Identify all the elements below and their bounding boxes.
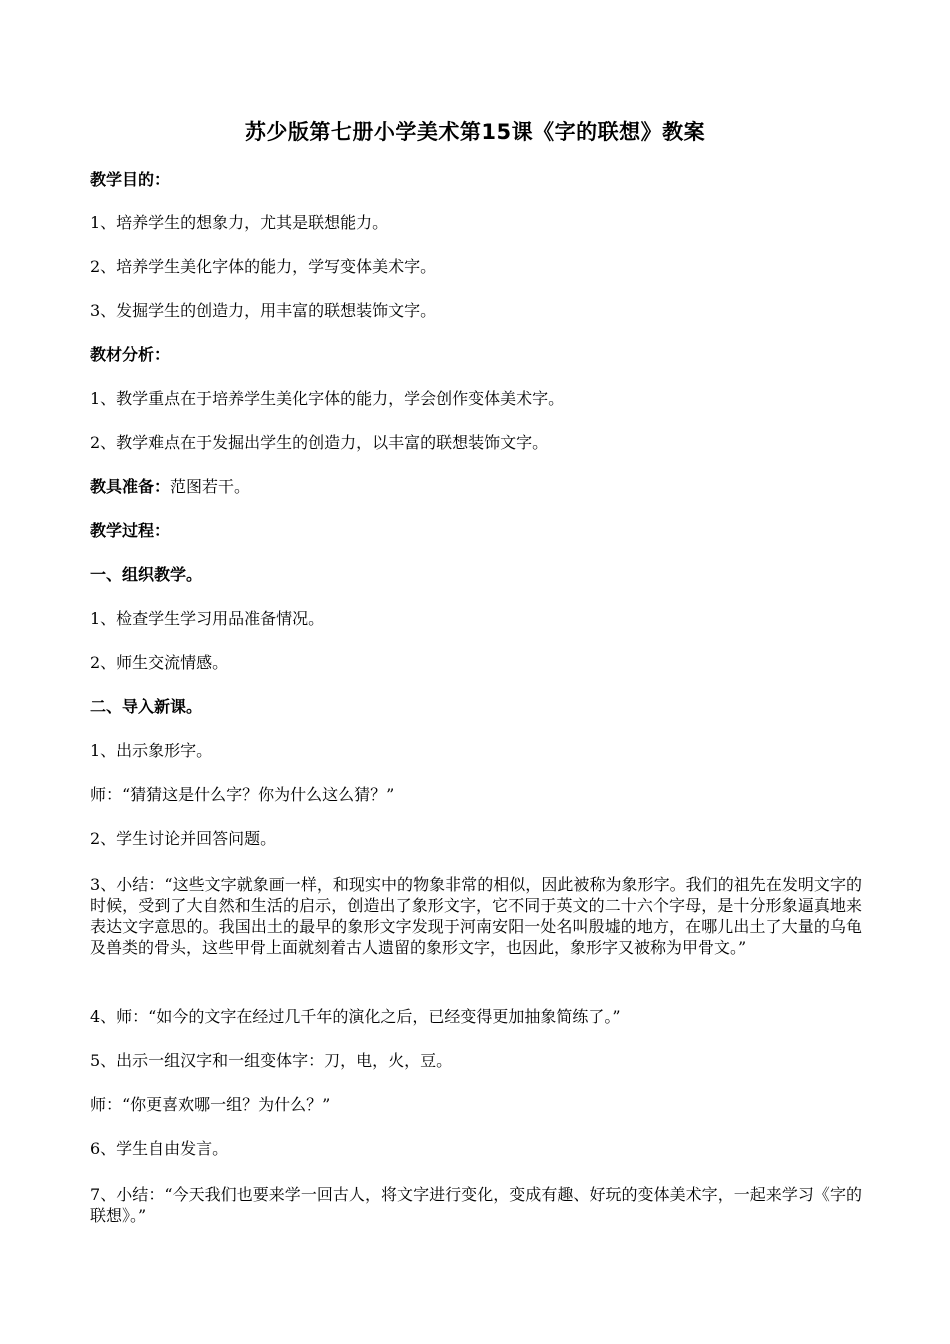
teacher-question: 师：“猜猜这是什么字？你为什么这么猜？” bbox=[90, 785, 395, 804]
objective-item: 1、培养学生的想象力，尤其是联想能力。 bbox=[90, 213, 389, 232]
materials-label: 教具准备： bbox=[90, 477, 171, 496]
section-item: 5、出示一组汉字和一组变体字：刀，电，火，豆。 bbox=[90, 1051, 453, 1070]
section-item: 6、学生自由发言。 bbox=[90, 1139, 229, 1158]
document-title: 苏少版第七册小学美术第15课《字的联想》教案 bbox=[244, 120, 706, 144]
section-item: 4、师：“如今的文字在经过几千年的演化之后，已经变得更加抽象简练了。” bbox=[90, 1007, 621, 1026]
materials-line bbox=[90, 476, 862, 498]
analysis-item: 1、教学重点在于培养学生美化字体的能力，学会创作变体美术字。 bbox=[90, 389, 565, 408]
section-item: 2、师生交流情感。 bbox=[90, 653, 229, 672]
section-item: 1、检查学生学习用品准备情况。 bbox=[90, 609, 325, 628]
section-heading: 二、导入新课。 bbox=[90, 697, 203, 716]
materials-text: 范图若干。 bbox=[170, 477, 251, 496]
summary-paragraph: 3、小结：“这些文字就象画一样，和现实中的物象非常的相似，因此被称为象形字。我们的祖先在发明文字的时候，受到了大自然和生活的启示，创造出了象形文字，它不同于英文的二十六个字母，是十分形象逼真地来表达文字意思的。我国出土的最早的象形文字发现于河南安阳一处名叫殷墟的地方，在哪儿出土了大量的乌龟及兽类的骨头，这些甲骨上面就刻着古人遗留的象形文字，也因此，象形字又被称为甲骨文。” bbox=[90, 875, 862, 957]
summary-paragraph: 7、小结：“今天我们也要来学一回古人，将文字进行变化，变成有趣、好玩的变体美术字，一起来学习《字的联想》。” bbox=[90, 1185, 862, 1225]
objective-item: 2、培养学生美化字体的能力，学写变体美术字。 bbox=[90, 257, 437, 276]
section-item: 2、学生讨论并回答问题。 bbox=[90, 829, 277, 848]
analysis-heading: 教材分析： bbox=[90, 345, 171, 364]
section-heading: 一、组织教学。 bbox=[90, 565, 203, 584]
process-heading: 教学过程： bbox=[90, 521, 171, 540]
analysis-item: 2、教学难点在于发掘出学生的创造力，以丰富的联想装饰文字。 bbox=[90, 433, 549, 452]
section-item: 1、出示象形字。 bbox=[90, 741, 213, 760]
teacher-question: 师：“你更喜欢哪一组？为什么？” bbox=[90, 1095, 331, 1114]
objectives-heading: 教学目的： bbox=[90, 170, 171, 189]
objective-item: 3、发掘学生的创造力，用丰富的联想装饰文字。 bbox=[90, 301, 437, 320]
